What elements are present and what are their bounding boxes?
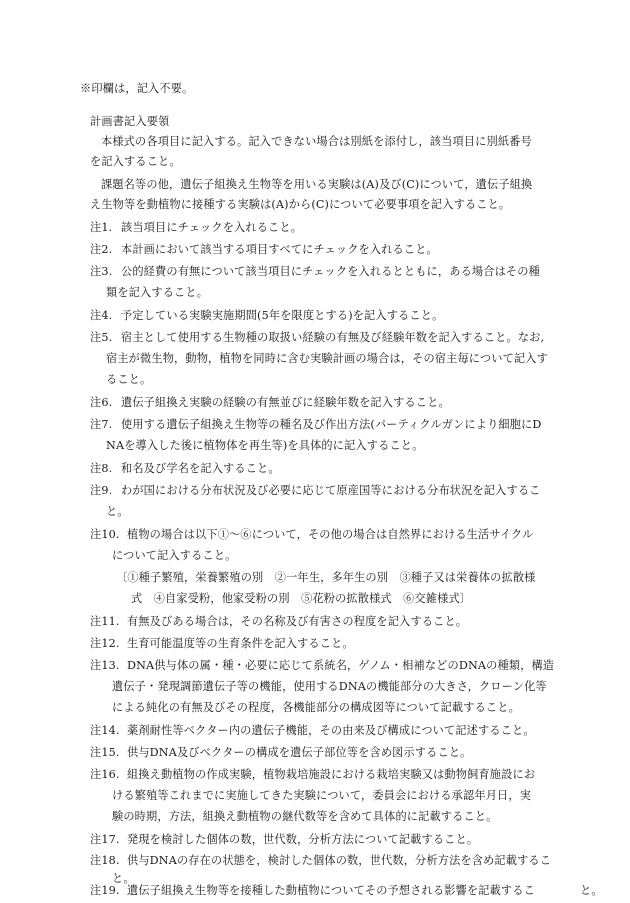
note-16-text-line-2: ける繁殖等これまでに実施してきた実験について，委員会における承認年月日，実	[112, 789, 532, 802]
note-2-text: 本計画において該当する項目すべてにチェックを入れること。	[121, 243, 438, 256]
note-17-text: 発現を検討した個体の数，世代数，分析方法について記載すること。	[127, 833, 479, 846]
note-11-text: 有無及びある場合は，その名称及び有害さの程度を記入すること。	[127, 615, 468, 628]
note-3-text-line-2: 類を記入すること。	[106, 286, 209, 299]
note-9-text-line-1: わが国における分布状況及び必要に応じて原産国等における分布状況を記入するこ	[121, 484, 541, 497]
note-3-text-line-1: 公的経費の有無について該当項目にチェックを入れるとともに，ある場合はその種	[121, 265, 540, 278]
note-5-label: 注5.	[90, 331, 113, 344]
note-18-text-line-1: 供与DNAの存在の状態を，検討した個体の数，世代数，分析方法を含め記載するこ	[127, 854, 552, 867]
note-15-text: 供与DNA及びベクターの構成を遺伝子部位等を含め図示すること。	[127, 746, 472, 759]
note-4-text: 予定している実験実施期間(5年を限度とする)を記入すること。	[121, 309, 444, 322]
note-10-list-line-1: 〔①種子繁殖，栄養繁殖の別 ②一年生，多年生の別 ③種子又は栄養体の拡散様	[116, 571, 536, 584]
note-7-text-line-1: 使用する遺伝子組換え生物等の種名及び作出方法(パーティクルガンにより細胞にD	[121, 418, 542, 431]
intro-paragraph-2-line-2: え生物等を動植物に接種する実験は(A)から(C)について必要事項を記入すること。	[90, 198, 511, 211]
note-19-text-line-2: と。	[580, 884, 603, 897]
note-6-text: 遺伝子組換え実験の経験の有無並びに経験年数を記入すること。	[121, 396, 450, 409]
intro-paragraph-2-line-1: 課題名等の他，遺伝子組換え生物等を用いる実験は(A)及び(C)について，遺伝子組換	[101, 178, 533, 191]
heading: 計画書記入要領	[90, 115, 170, 128]
note-12-text: 生育可能温度等の生育条件を記入すること。	[127, 637, 354, 650]
note-18-text-line-2: と。	[112, 872, 135, 885]
note-10-text-line-1: 植物の場合は以下①～⑥について，その他の場合は自然界における生活サイクル	[127, 528, 534, 541]
note-14-label: 注14.	[90, 724, 120, 737]
note-1-text: 該当項目にチェックを入れること。	[121, 221, 303, 234]
note-14-text: 薬剤耐性等ベクター内の遺伝子機能，その由来及び構成について記述すること。	[127, 724, 535, 737]
note-16-text-line-3: 験の時期，方法，組換え動植物の継代数等を含めて具体的に記載すること。	[112, 810, 498, 823]
note-5-text-line-1: 宿主として使用する生物種の取扱い経験の有無及び経験年数を記入すること。なお,	[121, 331, 545, 344]
note-13-text-line-3: による純化の有無及びその程度，各機能部分の構成図等について記載すること。	[112, 701, 520, 714]
note-2-label: 注2.	[90, 243, 113, 256]
note-10-text-line-2: について記入すること。	[112, 549, 237, 562]
note-15-label: 注15.	[90, 746, 120, 759]
note-17-label: 注17.	[90, 833, 120, 846]
intro-paragraph-1-line-2: を記入すること。	[90, 155, 181, 168]
note-18-label: 注18.	[90, 854, 120, 867]
note-3-label: 注3.	[90, 265, 113, 278]
note-16-text-line-1: 組換え動植物の作成実験，植物栽培施設における栽培実験又は動物飼育施設にお	[127, 768, 536, 781]
note-13-label: 注13.	[90, 659, 120, 672]
note-1-label: 注1.	[90, 221, 113, 234]
stamp-note: ※印欄は，記入不要。	[80, 82, 194, 95]
note-13-text-line-1: DNA供与体の属・種・必要に応じて系統名，ゲノム・相補などのDNAの種類，構造	[127, 659, 555, 672]
intro-paragraph-1-line-1: 本様式の各項目に記入する。記入できない場合は別紙を添付し，該当項目に別紙番号	[101, 135, 532, 148]
note-10-list-line-2: 式 ④自家受粉，他家受粉の別 ⑤花粉の拡散様式 ⑥交雑様式〕	[131, 592, 472, 605]
note-7-text-line-2: NAを導入した後に植物体を再生等)を具体的に記入すること。	[106, 439, 424, 452]
note-12-label: 注12.	[90, 637, 120, 650]
note-5-text-line-2: 宿主が微生物，動物，植物を同時に含む実験計画の場合は，その宿主毎について記入す	[106, 352, 548, 365]
note-19-label: 注19.	[90, 884, 120, 897]
note-10-label: 注10.	[90, 528, 120, 541]
note-9-label: 注9.	[90, 484, 113, 497]
note-8-label: 注8.	[90, 462, 113, 475]
note-8-text: 和名及び学名を記入すること。	[121, 462, 280, 475]
note-16-label: 注16.	[90, 768, 120, 781]
note-6-label: 注6.	[90, 396, 113, 409]
note-4-label: 注4.	[90, 309, 113, 322]
note-9-text-line-2: と。	[106, 505, 129, 518]
note-7-label: 注7.	[90, 418, 113, 431]
note-13-text-line-2: 遺伝子・発現調節遺伝子等の機能，使用するDNAの機能部分の大きさ，クローン化等	[112, 680, 547, 693]
note-11-label: 注11.	[90, 615, 120, 628]
note-5-text-line-3: ること。	[106, 373, 152, 386]
note-19-text-line-1: 遺伝子組換え生物等を接種した動植物についてその予想される影響を記載するこ	[127, 884, 535, 897]
